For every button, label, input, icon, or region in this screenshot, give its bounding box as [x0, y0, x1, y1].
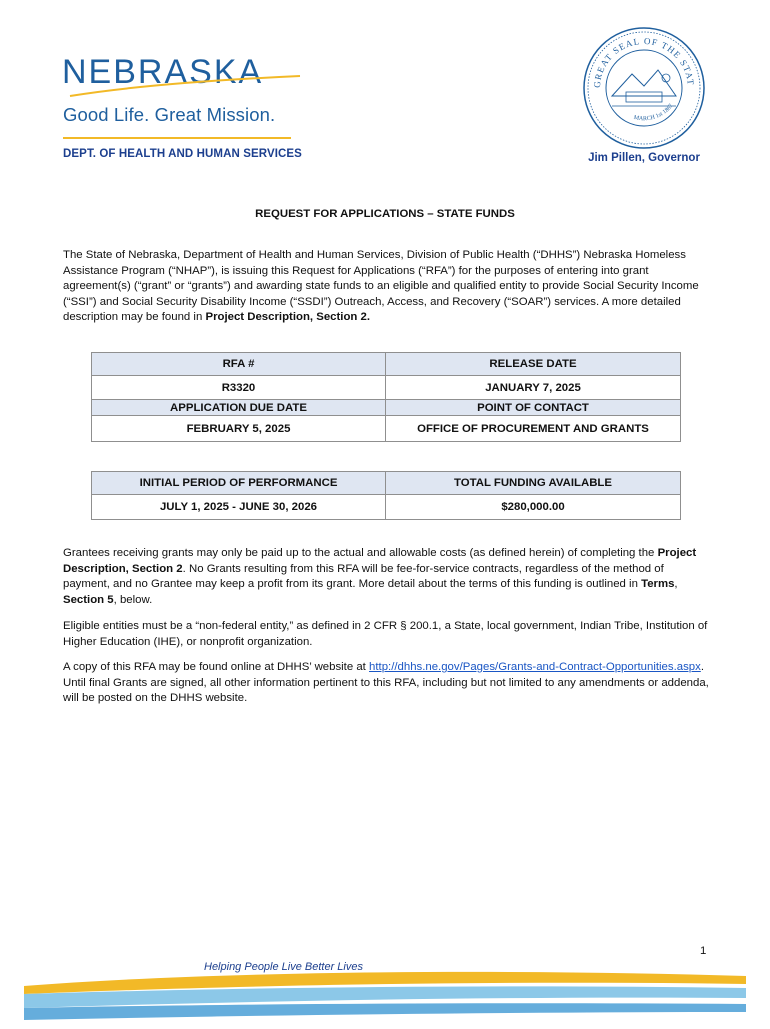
grantees-bold-3: Section 5: [63, 593, 114, 606]
funding-value: $280,000.00: [386, 495, 681, 520]
footer-slogan: Helping People Live Better Lives: [204, 961, 363, 973]
logo-wordmark: NEBRASKA: [62, 53, 264, 91]
seal-ring-text: GREAT SEAL OF THE STAT: [591, 35, 697, 89]
period-value: JULY 1, 2025 - JUNE 30, 2026: [92, 495, 386, 520]
rfa-number-header: RFA #: [92, 353, 386, 376]
grantees-bold-2: Terms: [641, 578, 675, 591]
table-row: [92, 353, 681, 376]
intro-bold-reference: Project Description, Section 2.: [205, 311, 371, 324]
seal-date-text: MARCH 1st 1867: [633, 103, 675, 123]
due-date-value: FEBRUARY 5, 2025: [92, 416, 386, 442]
table-row: [92, 400, 681, 416]
table-row: [92, 495, 681, 520]
grantees-text-4: , below.: [113, 593, 153, 606]
release-date-value: JANUARY 7, 2025: [386, 376, 681, 400]
table-row: [92, 416, 681, 442]
department-name: DEPT. OF HEALTH AND HUMAN SERVICES: [63, 148, 302, 160]
grants-website-link[interactable]: http://dhhs.ne.gov/Pages/Grants-and-Contract-Opportunities.aspx: [369, 661, 701, 673]
intro-text: The State of Nebraska, Department of Health and Human Services, Division of Public Health (“DHHS”) Nebraska Homeless Assistance Program (“NHAP”), is issuing this Request for Applications (“RFA”) for the purposes of entering into grant agreement(s) (“grant” or “grants”) and awarding state funds to an eligible and qualified entity to provide Social Security Income (“SSI”) and Social Security Disability Income (“SSDI”) Outreach, Access, and Recovery (“SOAR”) services. A more detailed description may be found in: [63, 249, 699, 324]
funding-info-table: [91, 471, 681, 520]
table-row: [92, 472, 681, 495]
point-of-contact-header: POINT OF CONTACT: [386, 400, 681, 416]
governor-name: Jim Pillen, Governor: [588, 152, 700, 164]
due-date-header: APPLICATION DUE DATE: [92, 400, 386, 416]
grantees-text-1: Grantees receiving grants may only be paid up to the actual and allowable costs (as defined herein) of completing the: [63, 547, 658, 559]
funding-header: TOTAL FUNDING AVAILABLE: [386, 472, 681, 495]
point-of-contact-value: OFFICE OF PROCUREMENT AND GRANTS: [386, 416, 681, 442]
grantees-text-3: ,: [674, 578, 678, 591]
release-date-header: RELEASE DATE: [386, 353, 681, 376]
page-number: 1: [700, 945, 707, 957]
intro-paragraph: [63, 248, 713, 326]
rfa-number-value: R3320: [92, 376, 386, 400]
footer-banner: [0, 950, 770, 1029]
grantees-bold-1: Project Description, Section 2: [63, 547, 697, 575]
website-paragraph: [63, 660, 713, 707]
grantees-paragraph: [63, 546, 713, 608]
grantees-text-2: . No Grants resulting from this RFA will be fee-for-service contracts, regardless of the method of payment, and no Grantee may keep a profit from its grant. More detail about the terms of this funding is outlined in: [63, 562, 664, 591]
table-row: [92, 376, 681, 400]
tagline: Good Life. Great Mission.: [63, 104, 276, 125]
nebraska-logo: [62, 50, 302, 111]
state-seal: [582, 26, 706, 150]
eligibility-paragraph: Eligible entities must be a “non-federal entity,” as defined in 2 CFR § 200.1, a State, local government, Indian Tribe, Institution of Higher Education (IHE), or nonprofit organization.: [63, 620, 708, 648]
divider: [63, 137, 291, 139]
website-text-1: A copy of this RFA may be found online at DHHS’ website at: [63, 661, 370, 673]
document-title: REQUEST FOR APPLICATIONS – STATE FUNDS: [255, 208, 515, 220]
rfa-info-table: [91, 352, 681, 442]
website-text-2: . Until final Grants are signed, all other information pertinent to this RFA, including but not limited to any amendments or addenda, will be posted on the DHHS website.: [63, 661, 709, 705]
period-header: INITIAL PERIOD OF PERFORMANCE: [92, 472, 386, 495]
